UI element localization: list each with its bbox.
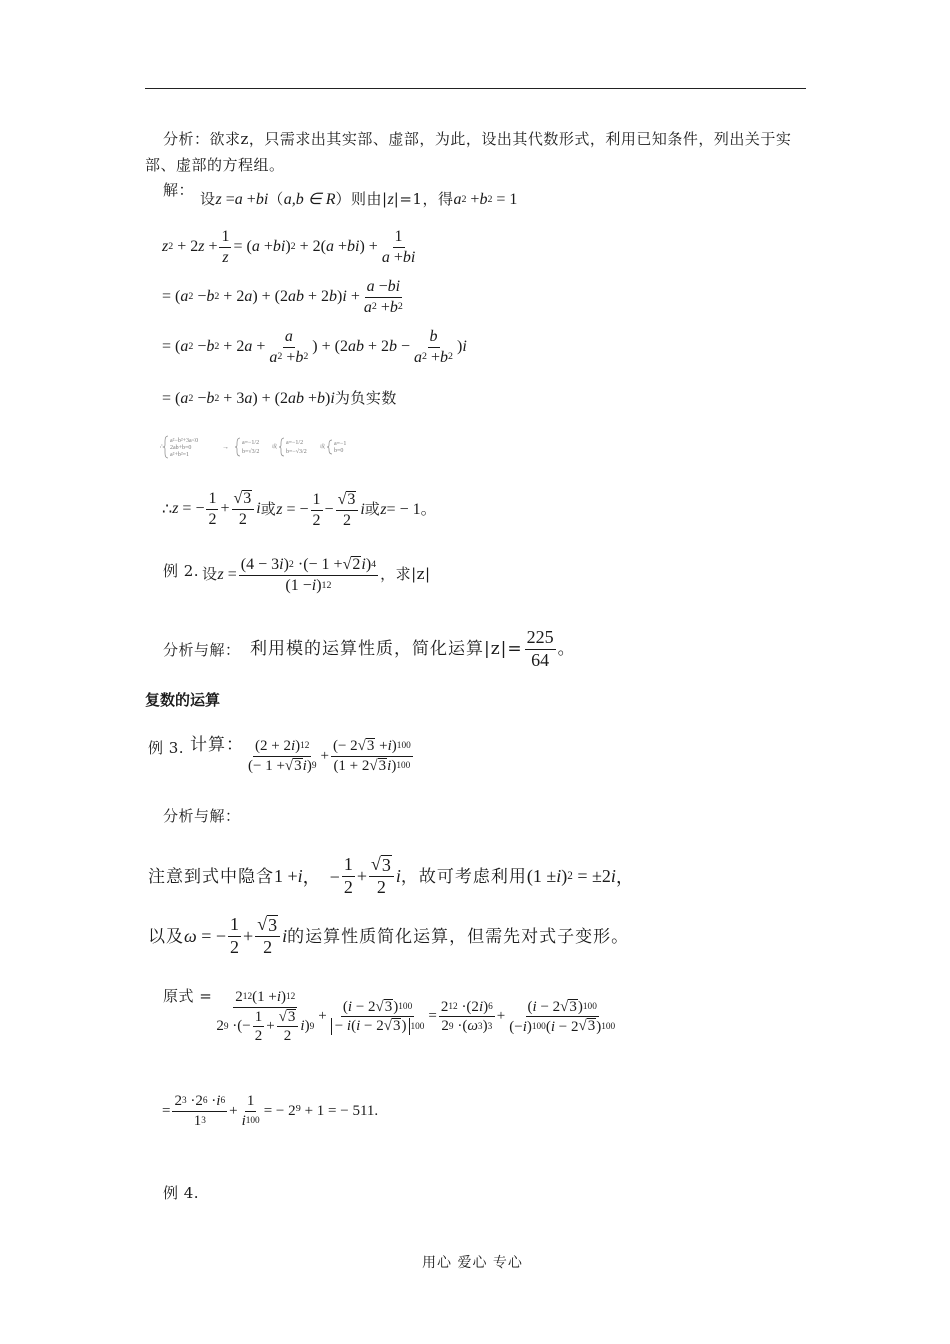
example2-label: 例 2. [163, 562, 200, 580]
setup-formula: z = a + bi [215, 191, 269, 208]
example3-statement: 计算： (2 + 2 i ) 12 (− 1 + √ 3 i ) 9 + (− 2 √ 3 + i ) 100 (1 + 2 √ 3 i ) 100 [190, 735, 411, 774]
solution-label: 解： [163, 181, 195, 199]
example4-label: 例 4. [163, 1184, 200, 1202]
section-title: 复数的运算 [145, 691, 221, 709]
modulus-equation: a 2 + b 2 = 1 [453, 191, 518, 208]
svg-text:∴: ∴ [160, 444, 164, 450]
svg-text:或: 或 [272, 444, 278, 450]
derivation-line-1: z 2 + 2 z + $\frac{1}{z}$ = ( a + bi ) 2 + 2( a + bi ) + 1 a + bi [162, 228, 416, 266]
analysis-line-1: 分析：欲求z，只需求出其实部、虚部，为此，设出其代数形式，利用已知条件，列出关于实 [163, 130, 792, 148]
header-rule [145, 88, 806, 89]
equation-system-image [160, 434, 430, 464]
result-line: ∴ z = − $\frac{1}{2}$ + √ 3 2 i 或 z = − $\frac{1}{2}$ − √ 3 2 i 或z= − 1。 [162, 490, 437, 529]
svg-text:a²−b²+3a<0: a²−b²+3a<0 [170, 438, 199, 444]
svg-text:b=√3/2: b=√3/2 [242, 449, 260, 455]
example2-analysis-label: 分析与解： [163, 641, 241, 659]
page-footer: 用心 爱心 专心 [422, 1255, 523, 1271]
svg-text:或: 或 [320, 444, 326, 450]
example3-note-1: 注意到式中隐含1 + i ， − $\frac{1}{2}$ + √ 3 2 i ，故可考虑利用(1 ± i ) 2 = ±2 i ， [148, 854, 634, 897]
svg-text:b=−√3/2: b=−√3/2 [286, 449, 307, 455]
example2-analysis: 利用模的运算性质，简化运算|z|= $\frac{225}{64}$ 。 [250, 627, 576, 670]
solution-setup: 设 z = a + bi （a,b ∈ R）则由|z|=1，得 a 2 + b 2 = 1 [200, 190, 518, 208]
derivation-line-3: = ( a 2 − b 2 + 2 a + a a 2 + b 2 ) + (2 ab + 2 b − b a 2 + b 2 ) i [162, 328, 467, 366]
svg-text:a=−1/2: a=−1/2 [242, 440, 260, 446]
original-expression: 原式 = 2 12 (1 + i ) 12 2 9 ·(− $\frac{1}{2}$ + √ 3 2 i ) 9 + ( i − 2 √ 3 ) 100 − i(i − 2 √ 3 ) 100 = 2 12 ·(2 i ) 6 2 9 ·( ω 3 ) 3 + ( i − 2 √ 3 ) 100 (− i ) 100 ( i − 2 √ 3 ) 100 [163, 987, 616, 1045]
svg-text:a=−1: a=−1 [334, 441, 347, 447]
svg-text:→: → [222, 443, 229, 451]
svg-text:a²+b²=1: a²+b²=1 [170, 452, 190, 458]
example2-statement: 设 z = (4 − 3 i ) 2 ·(− 1 + √ 2 i ) 4 (1 − i ) 12 ，求|z| [202, 556, 431, 594]
example3-note-2: 以及 ω = − $\frac{1}{2}$ + √ 3 2 i 的运算性质简化运算，但需先对式子变形。 [148, 914, 630, 957]
final-result: = 2 3 ·2 6 · i 6 1 3 + 1 i 100 = − 2⁹ + 1 = − 511. [162, 1093, 379, 1129]
svg-text:b=0: b=0 [334, 448, 344, 454]
derivation-line-4: = ( a 2 − b 2 + 3 a ) + (2 ab + b ) i 为负实数 [162, 389, 397, 407]
example3-analysis-label: 分析与解： [163, 807, 241, 825]
derivation-line-2: = ( a 2 − b 2 + 2 a ) + (2 ab + 2 b ) i + a − bi a 2 + b 2 [162, 278, 403, 316]
svg-text:2ab+b=0: 2ab+b=0 [170, 445, 192, 451]
example3-label: 例 3. [148, 739, 185, 757]
svg-text:a=−1/2: a=−1/2 [286, 440, 304, 446]
analysis-line-2: 部、虚部的方程组。 [145, 156, 285, 174]
